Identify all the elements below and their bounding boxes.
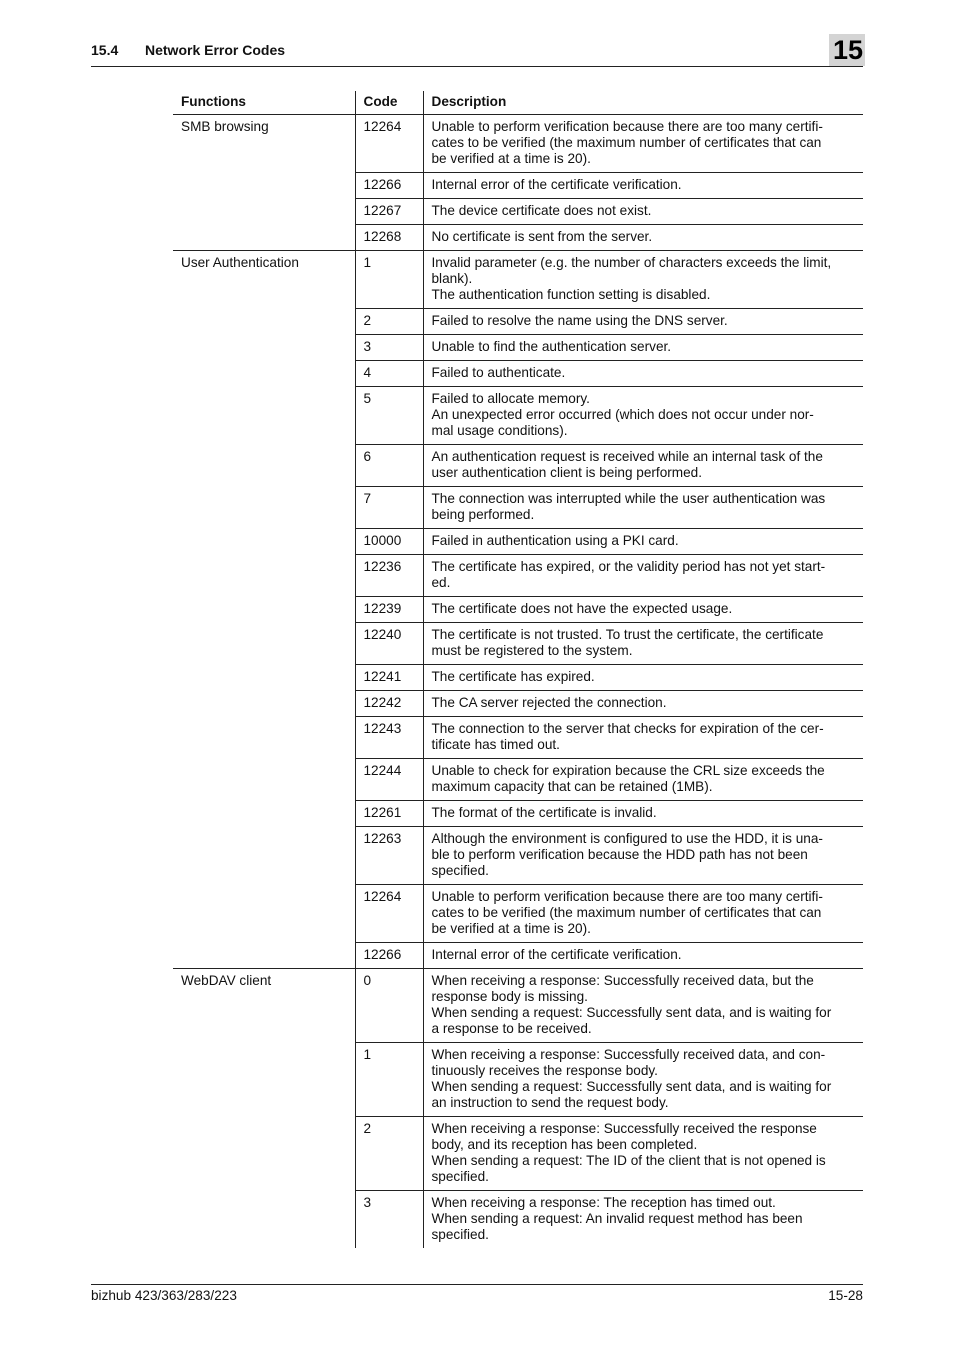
- function-cell: [173, 445, 355, 487]
- chapter-number: 15: [832, 35, 863, 65]
- function-cell: WebDAV client: [181, 973, 272, 988]
- code-cell: 12264: [355, 115, 423, 173]
- chapter-tab: [829, 34, 865, 66]
- code-cell: 12240: [355, 623, 423, 665]
- function-cell: [173, 1191, 355, 1249]
- function-cell: [173, 529, 355, 555]
- column-header-description: Description: [423, 91, 863, 115]
- table-row: [173, 529, 863, 555]
- table-row: [173, 827, 863, 885]
- description-cell: The CA server rejected the connection.: [423, 691, 863, 717]
- table-row: [173, 251, 863, 309]
- table-row: [173, 1043, 863, 1117]
- table-row: [173, 969, 863, 1043]
- code-cell: 10000: [355, 529, 423, 555]
- function-cell: [173, 623, 355, 665]
- table-row: [173, 487, 863, 529]
- function-cell: [173, 555, 355, 597]
- description-cell: Failed to resolve the name using the DNS server.: [423, 309, 863, 335]
- function-cell: [173, 361, 355, 387]
- table-row: [173, 623, 863, 665]
- description-cell: The connection was interrupted while the user authentication was being performed.: [423, 487, 863, 529]
- table-header-row: [173, 91, 863, 115]
- description-cell: Failed to authenticate.: [423, 361, 863, 387]
- section-title: Network Error Codes: [145, 42, 286, 58]
- description-cell: When receiving a response: Successfully received data, and con- tinuously receives the response body. When sending a request: Successfully sent data, and is waiting for an instruction to send the request body.: [423, 1043, 863, 1117]
- function-cell: [173, 597, 355, 623]
- table-row: [173, 1191, 863, 1249]
- function-cell: [173, 309, 355, 335]
- table-body: [173, 115, 863, 1249]
- table-row: [173, 115, 863, 173]
- code-cell: 5: [355, 387, 423, 445]
- code-cell: 3: [355, 335, 423, 361]
- page-number: 15-28: [828, 1288, 863, 1303]
- description-cell: Failed to allocate memory. An unexpected error occurred (which does not occur under nor- mal usage conditions).: [423, 387, 863, 445]
- table-row: [173, 445, 863, 487]
- code-cell: 12236: [355, 555, 423, 597]
- function-cell: [173, 487, 355, 529]
- code-cell: 12267: [355, 199, 423, 225]
- description-cell: An authentication request is received while an internal task of the user authentication client is being performed.: [423, 445, 863, 487]
- description-cell: Unable to check for expiration because the CRL size exceeds the maximum capacity that can be retained (1MB).: [423, 759, 863, 801]
- function-cell: SMB browsing: [181, 119, 269, 134]
- table-row: [173, 597, 863, 623]
- description-cell: The certificate does not have the expected usage.: [423, 597, 863, 623]
- table-row: [173, 199, 863, 225]
- description-cell: No certificate is sent from the server.: [423, 225, 863, 251]
- function-cell: [173, 225, 355, 251]
- description-cell: Unable to perform verification because there are too many certifi- cates to be verified (the maximum number of certificates that can be verified at a time is 20).: [423, 115, 863, 173]
- description-cell: Unable to find the authentication server.: [423, 335, 863, 361]
- table-row: [173, 691, 863, 717]
- function-cell: [173, 665, 355, 691]
- description-cell: The certificate has expired.: [423, 665, 863, 691]
- code-cell: 12241: [355, 665, 423, 691]
- description-cell: Although the environment is configured to use the HDD, it is una- ble to perform verification because the HDD path has not been specified.: [423, 827, 863, 885]
- column-header-functions: Functions: [173, 91, 355, 115]
- column-header-code: Code: [355, 91, 423, 115]
- code-cell: 12266: [355, 943, 423, 969]
- function-cell: [173, 827, 355, 885]
- table-row: [173, 1117, 863, 1191]
- code-cell: 12266: [355, 173, 423, 199]
- page-header: [91, 40, 863, 67]
- description-cell: The certificate is not trusted. To trust the certificate, the certificate must be registered to the system.: [423, 623, 863, 665]
- table-row: [173, 335, 863, 361]
- description-cell: The format of the certificate is invalid.: [423, 801, 863, 827]
- code-cell: 12242: [355, 691, 423, 717]
- table-row: [173, 885, 863, 943]
- description-cell: Internal error of the certificate verification.: [423, 173, 863, 199]
- table-row: [173, 173, 863, 199]
- table-row: [173, 943, 863, 969]
- code-cell: 3: [355, 1191, 423, 1249]
- code-cell: 4: [355, 361, 423, 387]
- code-cell: 12243: [355, 717, 423, 759]
- code-cell: 7: [355, 487, 423, 529]
- section-number: 15.4: [91, 42, 119, 58]
- description-cell: When receiving a response: Successfully received data, but the response body is missing. When sending a request: Successfully sent data, and is waiting for a response to be received.: [423, 969, 863, 1043]
- table-row: [173, 387, 863, 445]
- function-cell: [173, 173, 355, 199]
- code-cell: 0: [355, 969, 423, 1043]
- page-footer: [91, 1284, 863, 1303]
- description-cell: Unable to perform verification because there are too many certifi- cates to be verified (the maximum number of certificates that can be verified at a time is 20).: [423, 885, 863, 943]
- description-cell: The certificate has expired, or the validity period has not yet start- ed.: [423, 555, 863, 597]
- code-cell: 1: [355, 251, 423, 309]
- description-cell: Failed in authentication using a PKI card.: [423, 529, 863, 555]
- table-row: [173, 225, 863, 251]
- function-cell: [173, 801, 355, 827]
- table-row: [173, 361, 863, 387]
- table-row: [173, 801, 863, 827]
- footer-model: bizhub 423/363/283/223: [91, 1288, 237, 1303]
- function-cell: [173, 199, 355, 225]
- function-cell: [173, 885, 355, 943]
- description-cell: The connection to the server that checks for expiration of the cer- tificate has timed out.: [423, 717, 863, 759]
- table-row: [173, 759, 863, 801]
- function-cell: [173, 335, 355, 361]
- code-cell: 2: [355, 1117, 423, 1191]
- table-row: [173, 717, 863, 759]
- code-cell: 12264: [355, 885, 423, 943]
- code-cell: 12263: [355, 827, 423, 885]
- function-cell: User Authentication: [181, 255, 299, 270]
- function-cell: [173, 1117, 355, 1191]
- code-cell: 12239: [355, 597, 423, 623]
- function-cell: [173, 1043, 355, 1117]
- error-code-table: [173, 91, 863, 1248]
- description-cell: Internal error of the certificate verification.: [423, 943, 863, 969]
- code-cell: 6: [355, 445, 423, 487]
- code-cell: 12261: [355, 801, 423, 827]
- function-cell: [173, 691, 355, 717]
- description-cell: When receiving a response: Successfully received the response body, and its reception has been completed. When sending a request: The ID of the client that is not opened is specified.: [423, 1117, 863, 1191]
- code-cell: 12268: [355, 225, 423, 251]
- description-cell: Invalid parameter (e.g. the number of characters exceeds the limit, blank). The authentication function setting is disabled.: [423, 251, 863, 309]
- description-cell: The device certificate does not exist.: [423, 199, 863, 225]
- function-cell: [173, 387, 355, 445]
- description-cell: When receiving a response: The reception has timed out. When sending a request: An invalid request method has been specified.: [423, 1191, 863, 1249]
- code-cell: 12244: [355, 759, 423, 801]
- table-row: [173, 665, 863, 691]
- function-cell: [173, 717, 355, 759]
- code-cell: 2: [355, 309, 423, 335]
- function-cell: [173, 943, 355, 969]
- table-row: [173, 555, 863, 597]
- table-row: [173, 309, 863, 335]
- code-cell: 1: [355, 1043, 423, 1117]
- function-cell: [173, 759, 355, 801]
